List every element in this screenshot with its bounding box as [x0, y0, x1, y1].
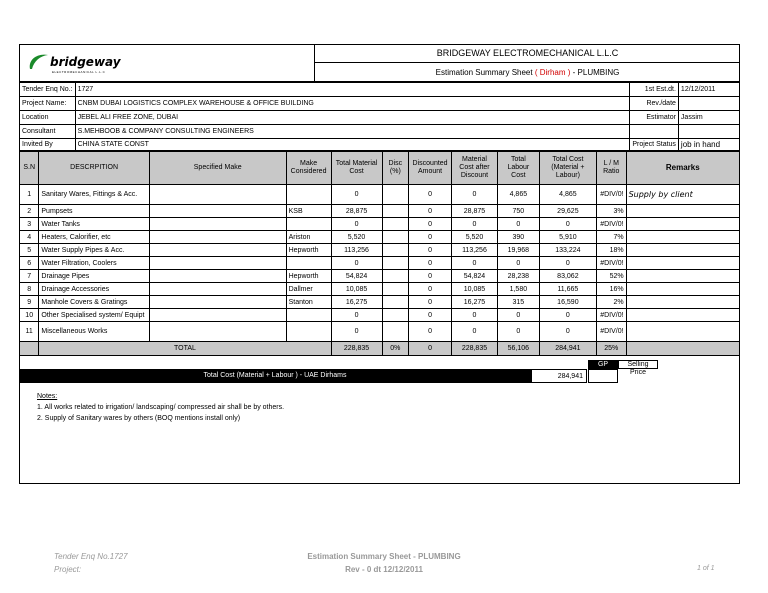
- row-discounted: 0: [409, 185, 452, 205]
- row-sn: 9: [20, 296, 39, 309]
- row-description: Miscellaneous Works: [39, 322, 149, 342]
- row-discounted: 0: [409, 205, 452, 218]
- table-row: [20, 270, 740, 283]
- consultant-label: Consultant: [20, 125, 76, 139]
- row-material-cost: 54,824: [331, 270, 382, 283]
- row-labour-cost: 750: [497, 205, 539, 218]
- row-remarks: [626, 322, 739, 342]
- row-total-cost: 0: [539, 322, 596, 342]
- row-total-cost: 133,224: [539, 244, 596, 257]
- total-total: 284,941: [539, 342, 596, 356]
- row-material-cost: 0: [331, 185, 382, 205]
- row-description: Water Tanks: [39, 218, 149, 231]
- row-material-cost: 10,085: [331, 283, 382, 296]
- logo-swoosh-icon: [26, 51, 52, 73]
- row-description: Drainage Accessories: [39, 283, 149, 296]
- row-material-cost: 113,256: [331, 244, 382, 257]
- row-material-cost: 28,875: [331, 205, 382, 218]
- row-lm-ratio: #DIV/0!: [596, 257, 626, 270]
- footer-rev: Rev - 0 dt 12/12/2011: [345, 565, 423, 574]
- row-sn: 10: [20, 309, 39, 322]
- total-row: [20, 342, 740, 356]
- row-description: Heaters, Calorifier, etc: [39, 231, 149, 244]
- row-lm-ratio: #DIV/0!: [596, 322, 626, 342]
- row-disc: [382, 296, 409, 309]
- gp-value-box: [588, 369, 618, 383]
- row-after-discount: 28,875: [452, 205, 498, 218]
- table-row: [20, 185, 740, 205]
- status-value: job in hand: [678, 139, 739, 151]
- row-specified-make: [149, 309, 286, 322]
- row-disc: [382, 309, 409, 322]
- estimation-table: [19, 151, 740, 356]
- header-sn: S.N: [20, 152, 39, 185]
- row-after-discount: 10,085: [452, 283, 498, 296]
- note-line-1: 1. All works related to irrigation/ landscaping/ compressed air shall be by others.: [37, 404, 285, 411]
- sheet-title-suffix: - PLUMBING: [572, 68, 620, 77]
- row-after-discount: 113,256: [452, 244, 498, 257]
- row-material-cost: 0: [331, 322, 382, 342]
- row-after-discount: 5,520: [452, 231, 498, 244]
- location-label: Location: [20, 111, 76, 125]
- row-total-cost: 0: [539, 218, 596, 231]
- row-lm-ratio: 52%: [596, 270, 626, 283]
- row-discounted: 0: [409, 322, 452, 342]
- header-specified-make: Specified Make: [149, 152, 286, 185]
- row-description: Manhole Covers & Gratings: [39, 296, 149, 309]
- row-after-discount: 16,275: [452, 296, 498, 309]
- row-sn: 5: [20, 244, 39, 257]
- row-make-considered: KSB: [286, 205, 331, 218]
- header-lm-ratio: L / M Ratio: [596, 152, 626, 185]
- row-make-considered: Hepworth: [286, 270, 331, 283]
- header-labour-cost: Total Labour Cost: [497, 152, 539, 185]
- row-disc: [382, 322, 409, 342]
- invited-label: Invited By: [20, 139, 76, 151]
- row-remarks: [626, 231, 739, 244]
- row-sn: 6: [20, 257, 39, 270]
- table-row: [20, 244, 740, 257]
- row-make-considered: Stanton: [286, 296, 331, 309]
- row-sn: 11: [20, 322, 39, 342]
- row-discounted: 0: [409, 257, 452, 270]
- row-make-considered: [286, 218, 331, 231]
- header-disc: Disc (%): [382, 152, 409, 185]
- row-lm-ratio: #DIV/0!: [596, 309, 626, 322]
- footer-page: 1 of 1: [697, 565, 715, 572]
- header-remarks: Remarks: [626, 152, 739, 185]
- row-discounted: 0: [409, 270, 452, 283]
- row-description: Drainage Pipes: [39, 270, 149, 283]
- row-make-considered: [286, 322, 331, 342]
- row-make-considered: [286, 309, 331, 322]
- row-discounted: 0: [409, 296, 452, 309]
- row-discounted: 0: [409, 283, 452, 296]
- row-disc: [382, 231, 409, 244]
- project-label: Project Name:: [20, 97, 76, 111]
- row-lm-ratio: 18%: [596, 244, 626, 257]
- row-disc: [382, 270, 409, 283]
- row-after-discount: 0: [452, 257, 498, 270]
- project-value: CNBM DUBAI LOGISTICS COMPLEX WAREHOUSE & OFFICE BUILDING: [75, 97, 630, 111]
- total-material: 228,835: [331, 342, 382, 356]
- table-header-row: [20, 152, 740, 185]
- row-lm-ratio: #DIV/0!: [596, 185, 626, 205]
- row-remarks: Supply by client: [626, 185, 739, 205]
- total-disc: 0%: [382, 342, 409, 356]
- row-lm-ratio: 7%: [596, 231, 626, 244]
- row-material-cost: 16,275: [331, 296, 382, 309]
- table-row: [20, 296, 740, 309]
- estimator-label: Estimator: [630, 111, 679, 125]
- row-sn: 3: [20, 218, 39, 231]
- row-labour-cost: 28,238: [497, 270, 539, 283]
- row-make-considered: Ariston: [286, 231, 331, 244]
- header-material-cost: Total Material Cost: [331, 152, 382, 185]
- row-labour-cost: 315: [497, 296, 539, 309]
- estimator-value: Jassim: [678, 111, 739, 125]
- row-remarks: [626, 270, 739, 283]
- total-cost-value: 284,941: [531, 369, 587, 383]
- row-description: Sanitary Wares, Fittings & Acc.: [39, 185, 149, 205]
- table-row: [20, 309, 740, 322]
- header-after-discount: Material Cost after Discount: [452, 152, 498, 185]
- row-make-considered: Dallmer: [286, 283, 331, 296]
- row-discounted: 0: [409, 218, 452, 231]
- row-disc: [382, 205, 409, 218]
- row-labour-cost: 19,968: [497, 244, 539, 257]
- row-total-cost: 0: [539, 309, 596, 322]
- row-remarks: [626, 205, 739, 218]
- row-material-cost: 0: [331, 309, 382, 322]
- row-discounted: 0: [409, 231, 452, 244]
- sheet-title-prefix: Estimation Summary Sheet: [435, 68, 533, 77]
- row-lm-ratio: 16%: [596, 283, 626, 296]
- company-logo: [24, 49, 164, 77]
- table-row: [20, 231, 740, 244]
- sheet-title-currency: ( Dirham ): [534, 68, 571, 77]
- row-labour-cost: 1,580: [497, 283, 539, 296]
- row-labour-cost: 4,865: [497, 185, 539, 205]
- row-after-discount: 0: [452, 218, 498, 231]
- table-row: [20, 205, 740, 218]
- header-hline: [314, 62, 740, 63]
- total-cost-bar: [19, 369, 531, 383]
- total-lm: 25%: [596, 342, 626, 356]
- total-labour: 56,106: [497, 342, 539, 356]
- table-row: [20, 257, 740, 270]
- row-total-cost: 29,625: [539, 205, 596, 218]
- header-block: [19, 44, 740, 82]
- row-labour-cost: 0: [497, 257, 539, 270]
- location-value: JEBEL ALI FREE ZONE, DUBAI: [75, 111, 630, 125]
- logo-text: bridgeway: [50, 55, 121, 69]
- header-description: DESCRPITION: [39, 152, 149, 185]
- footer-project: Project:: [54, 565, 82, 574]
- row-make-considered: Hepworth: [286, 244, 331, 257]
- est-date-label: 1st Est.dt.: [630, 83, 679, 97]
- header-total-cost: Total Cost (Material + Labour): [539, 152, 596, 185]
- row-specified-make: [149, 257, 286, 270]
- row-total-cost: 16,590: [539, 296, 596, 309]
- row-description: Water Supply Pipes & Acc.: [39, 244, 149, 257]
- row-specified-make: [149, 283, 286, 296]
- row-description: Pumpsets: [39, 205, 149, 218]
- row-sn: 2: [20, 205, 39, 218]
- table-row: [20, 283, 740, 296]
- row-total-cost: 4,865: [539, 185, 596, 205]
- row-description: Other Specialised system/ Equipt: [39, 309, 149, 322]
- row-discounted: 0: [409, 309, 452, 322]
- consultant-value: S.MEHBOOB & COMPANY CONSULTING ENGINEERS: [75, 125, 630, 139]
- sheet-title: [315, 68, 740, 77]
- row-labour-cost: 390: [497, 231, 539, 244]
- row-remarks: [626, 296, 739, 309]
- row-after-discount: 0: [452, 309, 498, 322]
- invited-value: CHINA STATE CONST: [75, 139, 630, 151]
- row-description: Water Filtration, Coolers: [39, 257, 149, 270]
- row-remarks: [626, 218, 739, 231]
- row-sn: 7: [20, 270, 39, 283]
- row-labour-cost: 0: [497, 218, 539, 231]
- row-material-cost: 5,520: [331, 231, 382, 244]
- row-after-discount: 0: [452, 185, 498, 205]
- row-specified-make: [149, 205, 286, 218]
- rev-label: Rev./date: [630, 97, 679, 111]
- header-make-considered: Make Considered: [286, 152, 331, 185]
- row-lm-ratio: 3%: [596, 205, 626, 218]
- row-remarks: [626, 309, 739, 322]
- row-total-cost: 83,062: [539, 270, 596, 283]
- row-specified-make: [149, 270, 286, 283]
- row-make-considered: [286, 257, 331, 270]
- total-label: TOTAL: [39, 342, 331, 356]
- row-make-considered: [286, 185, 331, 205]
- row-specified-make: [149, 296, 286, 309]
- row-total-cost: 11,665: [539, 283, 596, 296]
- est-date-value: 12/12/2011: [678, 83, 739, 97]
- notes-title: Notes:: [37, 393, 58, 400]
- row-after-discount: 54,824: [452, 270, 498, 283]
- gp-label: GP: [588, 360, 618, 369]
- row-disc: [382, 257, 409, 270]
- tender-value: 1727: [75, 83, 630, 97]
- row-sn: 1: [20, 185, 39, 205]
- row-disc: [382, 218, 409, 231]
- header-discounted: Discounted Amount: [409, 152, 452, 185]
- status-label: Project Status: [630, 139, 679, 151]
- total-after: 228,835: [452, 342, 498, 356]
- row-specified-make: [149, 322, 286, 342]
- rev-value: [678, 97, 739, 111]
- selling-price-label: Selling Price: [618, 360, 658, 369]
- note-line-2: 2. Supply of Sanitary wares by others (BOQ mentions install only): [37, 415, 241, 422]
- table-row: [20, 322, 740, 342]
- footer-title: Estimation Summary Sheet - PLUMBING: [307, 552, 461, 561]
- row-remarks: [626, 257, 739, 270]
- company-name: BRIDGEWAY ELECTROMECHANICAL L.L.C: [436, 48, 619, 58]
- row-material-cost: 0: [331, 257, 382, 270]
- row-disc: [382, 244, 409, 257]
- row-remarks: [626, 283, 739, 296]
- total-cost-label: Total Cost (Material + Labour ) - UAE Dirhams: [203, 372, 347, 379]
- tender-label: Tender Enq No.:: [20, 83, 76, 97]
- logo-tagline: ELECTROMECHANICAL L.L.C: [52, 70, 106, 74]
- project-info-table: [19, 82, 740, 151]
- row-specified-make: [149, 185, 286, 205]
- row-disc: [382, 283, 409, 296]
- row-lm-ratio: #DIV/0!: [596, 218, 626, 231]
- row-sn: 4: [20, 231, 39, 244]
- row-total-cost: 0: [539, 257, 596, 270]
- row-specified-make: [149, 218, 286, 231]
- row-labour-cost: 0: [497, 322, 539, 342]
- row-sn: 8: [20, 283, 39, 296]
- row-material-cost: 0: [331, 218, 382, 231]
- total-discounted: 0: [409, 342, 452, 356]
- row-disc: [382, 185, 409, 205]
- row-after-discount: 0: [452, 322, 498, 342]
- row-total-cost: 5,910: [539, 231, 596, 244]
- table-row: [20, 218, 740, 231]
- row-remarks: [626, 244, 739, 257]
- row-labour-cost: 0: [497, 309, 539, 322]
- row-lm-ratio: 2%: [596, 296, 626, 309]
- row-specified-make: [149, 244, 286, 257]
- footer-tender: Tender Enq No.1727: [54, 552, 128, 561]
- row-specified-make: [149, 231, 286, 244]
- row-discounted: 0: [409, 244, 452, 257]
